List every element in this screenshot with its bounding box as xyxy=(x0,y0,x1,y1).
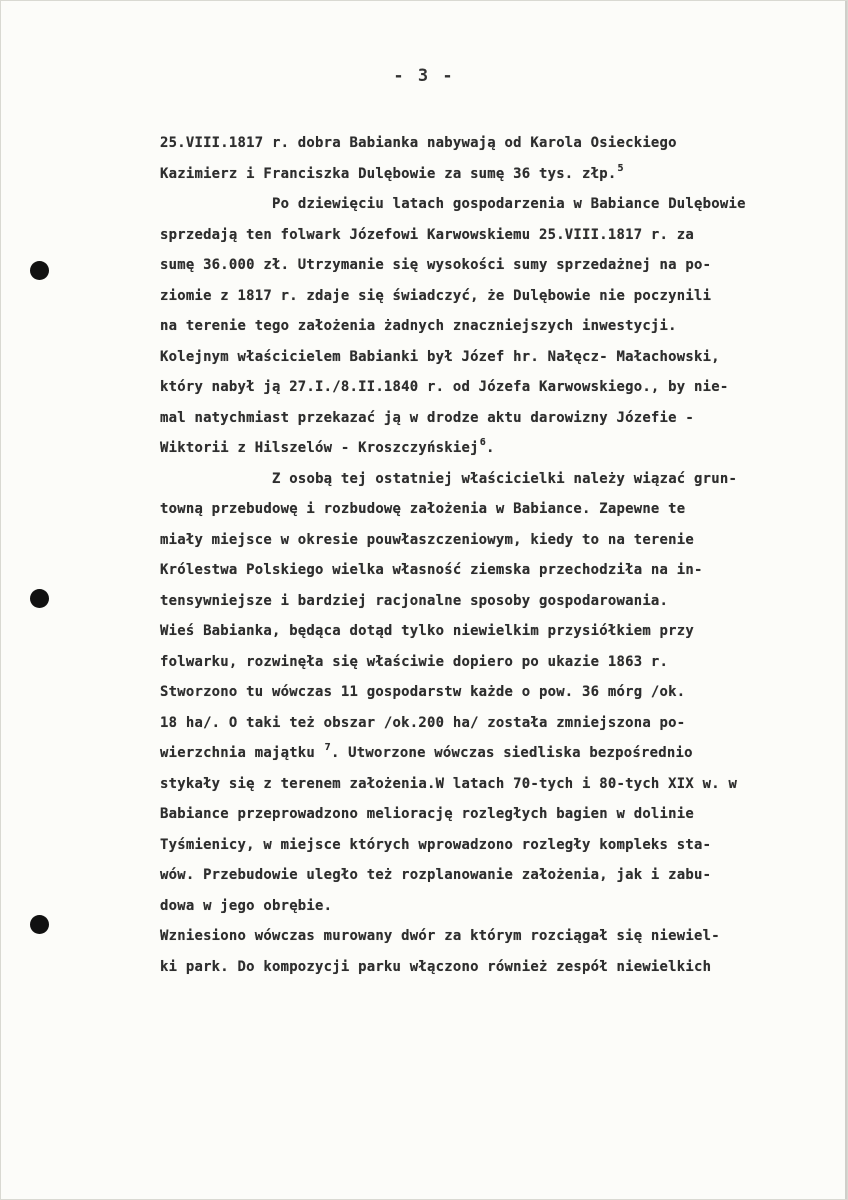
text-line xyxy=(160,860,848,891)
line-text: Babiance przeprowadzono meliorację rozległych bagien w dolinie xyxy=(160,806,694,822)
line-text: 25.VIII.1817 r. dobra Babianka nabywają od Karola Osieckiego xyxy=(160,135,677,151)
text-line xyxy=(160,281,848,312)
text-line xyxy=(160,128,848,159)
line-text: 18 ha/. O taki też obszar /ok.200 ha/ została zmniejszona po- xyxy=(160,714,686,731)
text-line xyxy=(160,525,848,556)
line-text: sumę 36.000 zł. Utrzymanie się wysokości sumy sprzedażnej na po- xyxy=(160,257,712,273)
punch-hole xyxy=(30,915,49,934)
line-text: na terenie tego założenia żadnych znaczniejszych inwestycji. xyxy=(160,318,677,334)
text-line xyxy=(160,738,848,769)
text-line xyxy=(160,189,848,220)
line-text: Królestwa Polskiego wielka własność ziemska przechodziła na in- xyxy=(160,562,703,578)
line-text: wierzchnia majątku xyxy=(160,745,324,761)
text-line xyxy=(160,586,848,617)
document-body xyxy=(160,128,848,982)
line-text: ki park. Do kompozycji parku włączono również zespół niewielkich xyxy=(160,958,712,975)
line-text: tensywniejsze i bardziej racjonalne sposoby gospodarowania. xyxy=(160,592,669,609)
line-text: który nabył ją 27.I./8.II.1840 r. od Józefa Karwowskiego., by nie- xyxy=(160,379,729,395)
text-line xyxy=(160,220,848,251)
line-text: Wieś Babianka, będąca dotąd tylko niewielkim przysiółkiem przy xyxy=(160,623,694,639)
line-text: dowa w jego obrębie. xyxy=(160,897,333,914)
text-line xyxy=(160,891,848,922)
line-text: stykały się z terenem założenia.W latach 70-tych i 80-tych XIX w. w xyxy=(160,775,738,792)
text-line xyxy=(160,616,848,647)
text-line xyxy=(160,799,848,830)
text-line xyxy=(160,372,848,403)
page-number: - 3 - xyxy=(393,66,455,86)
line-text: Stworzono tu wówczas 11 gospodarstw każde o pow. 36 mórg /ok. xyxy=(160,684,686,700)
text-line xyxy=(160,494,848,525)
line-text: Z osobą tej ostatniej właścicielki należy wiązać grun- xyxy=(272,470,738,487)
line-text: wów. Przebudowie uległo też rozplanowanie założenia, jak i zabu- xyxy=(160,867,712,883)
footnote-marker: 6 xyxy=(479,437,486,448)
line-text: Tyśmienicy, w miejsce których wprowadzono rozległy kompleks sta- xyxy=(160,836,712,853)
text-line xyxy=(160,830,848,861)
line-text: mal natychmiast przekazać ją w drodze aktu darowizny Józefie - xyxy=(160,409,694,426)
text-line xyxy=(160,403,848,434)
punch-hole xyxy=(30,589,49,608)
punch-hole xyxy=(30,261,49,280)
line-text: Kazimierz i Franciszka Dulębowie za sumę 36 tys. złp. xyxy=(160,165,617,182)
footnote-marker: 5 xyxy=(617,162,624,174)
text-line xyxy=(160,250,848,281)
line-text: ziomie z 1817 r. zdaje się świadczyć, że Dulębowie nie poczynili xyxy=(160,287,712,304)
line-text: Wzniesiono wówczas murowany dwór za którym rozciągał się niewiel- xyxy=(160,928,720,944)
text-line xyxy=(160,433,848,464)
text-line xyxy=(160,159,848,190)
line-text: sprzedają ten folwark Józefowi Karwowskiemu 25.VIII.1817 r. za xyxy=(160,226,694,243)
line-text: miały miejsce w okresie pouwłaszczeniowym, kiedy to na terenie xyxy=(160,531,694,548)
text-line xyxy=(160,921,848,952)
line-text-continued: . Utworzone wówczas siedliska bezpośrednio xyxy=(330,745,693,761)
line-text-continued: . xyxy=(485,440,495,456)
text-line xyxy=(160,677,848,708)
line-text: towną przebudowę i rozbudowę założenia w Babiance. Zapewne te xyxy=(160,501,686,517)
text-line xyxy=(160,311,848,342)
text-line xyxy=(160,464,848,495)
footnote-marker: 7 xyxy=(324,742,331,753)
text-line xyxy=(160,708,848,739)
text-line xyxy=(160,647,848,678)
line-text: Po dziewięciu latach gospodarzenia w Babiance Dulębowie xyxy=(272,196,746,212)
text-line xyxy=(160,555,848,586)
line-text: Kolejnym właścicielem Babianki był Józef hr. Nałęcz- Małachowski, xyxy=(160,348,720,365)
line-text: folwarku, rozwinęła się właściwie dopiero po ukazie 1863 r. xyxy=(160,653,669,670)
text-line xyxy=(160,342,848,373)
line-text: Wiktorii z Hilszelów - Kroszczyńskiej xyxy=(160,440,479,456)
text-line xyxy=(160,769,848,800)
text-line xyxy=(160,952,848,983)
